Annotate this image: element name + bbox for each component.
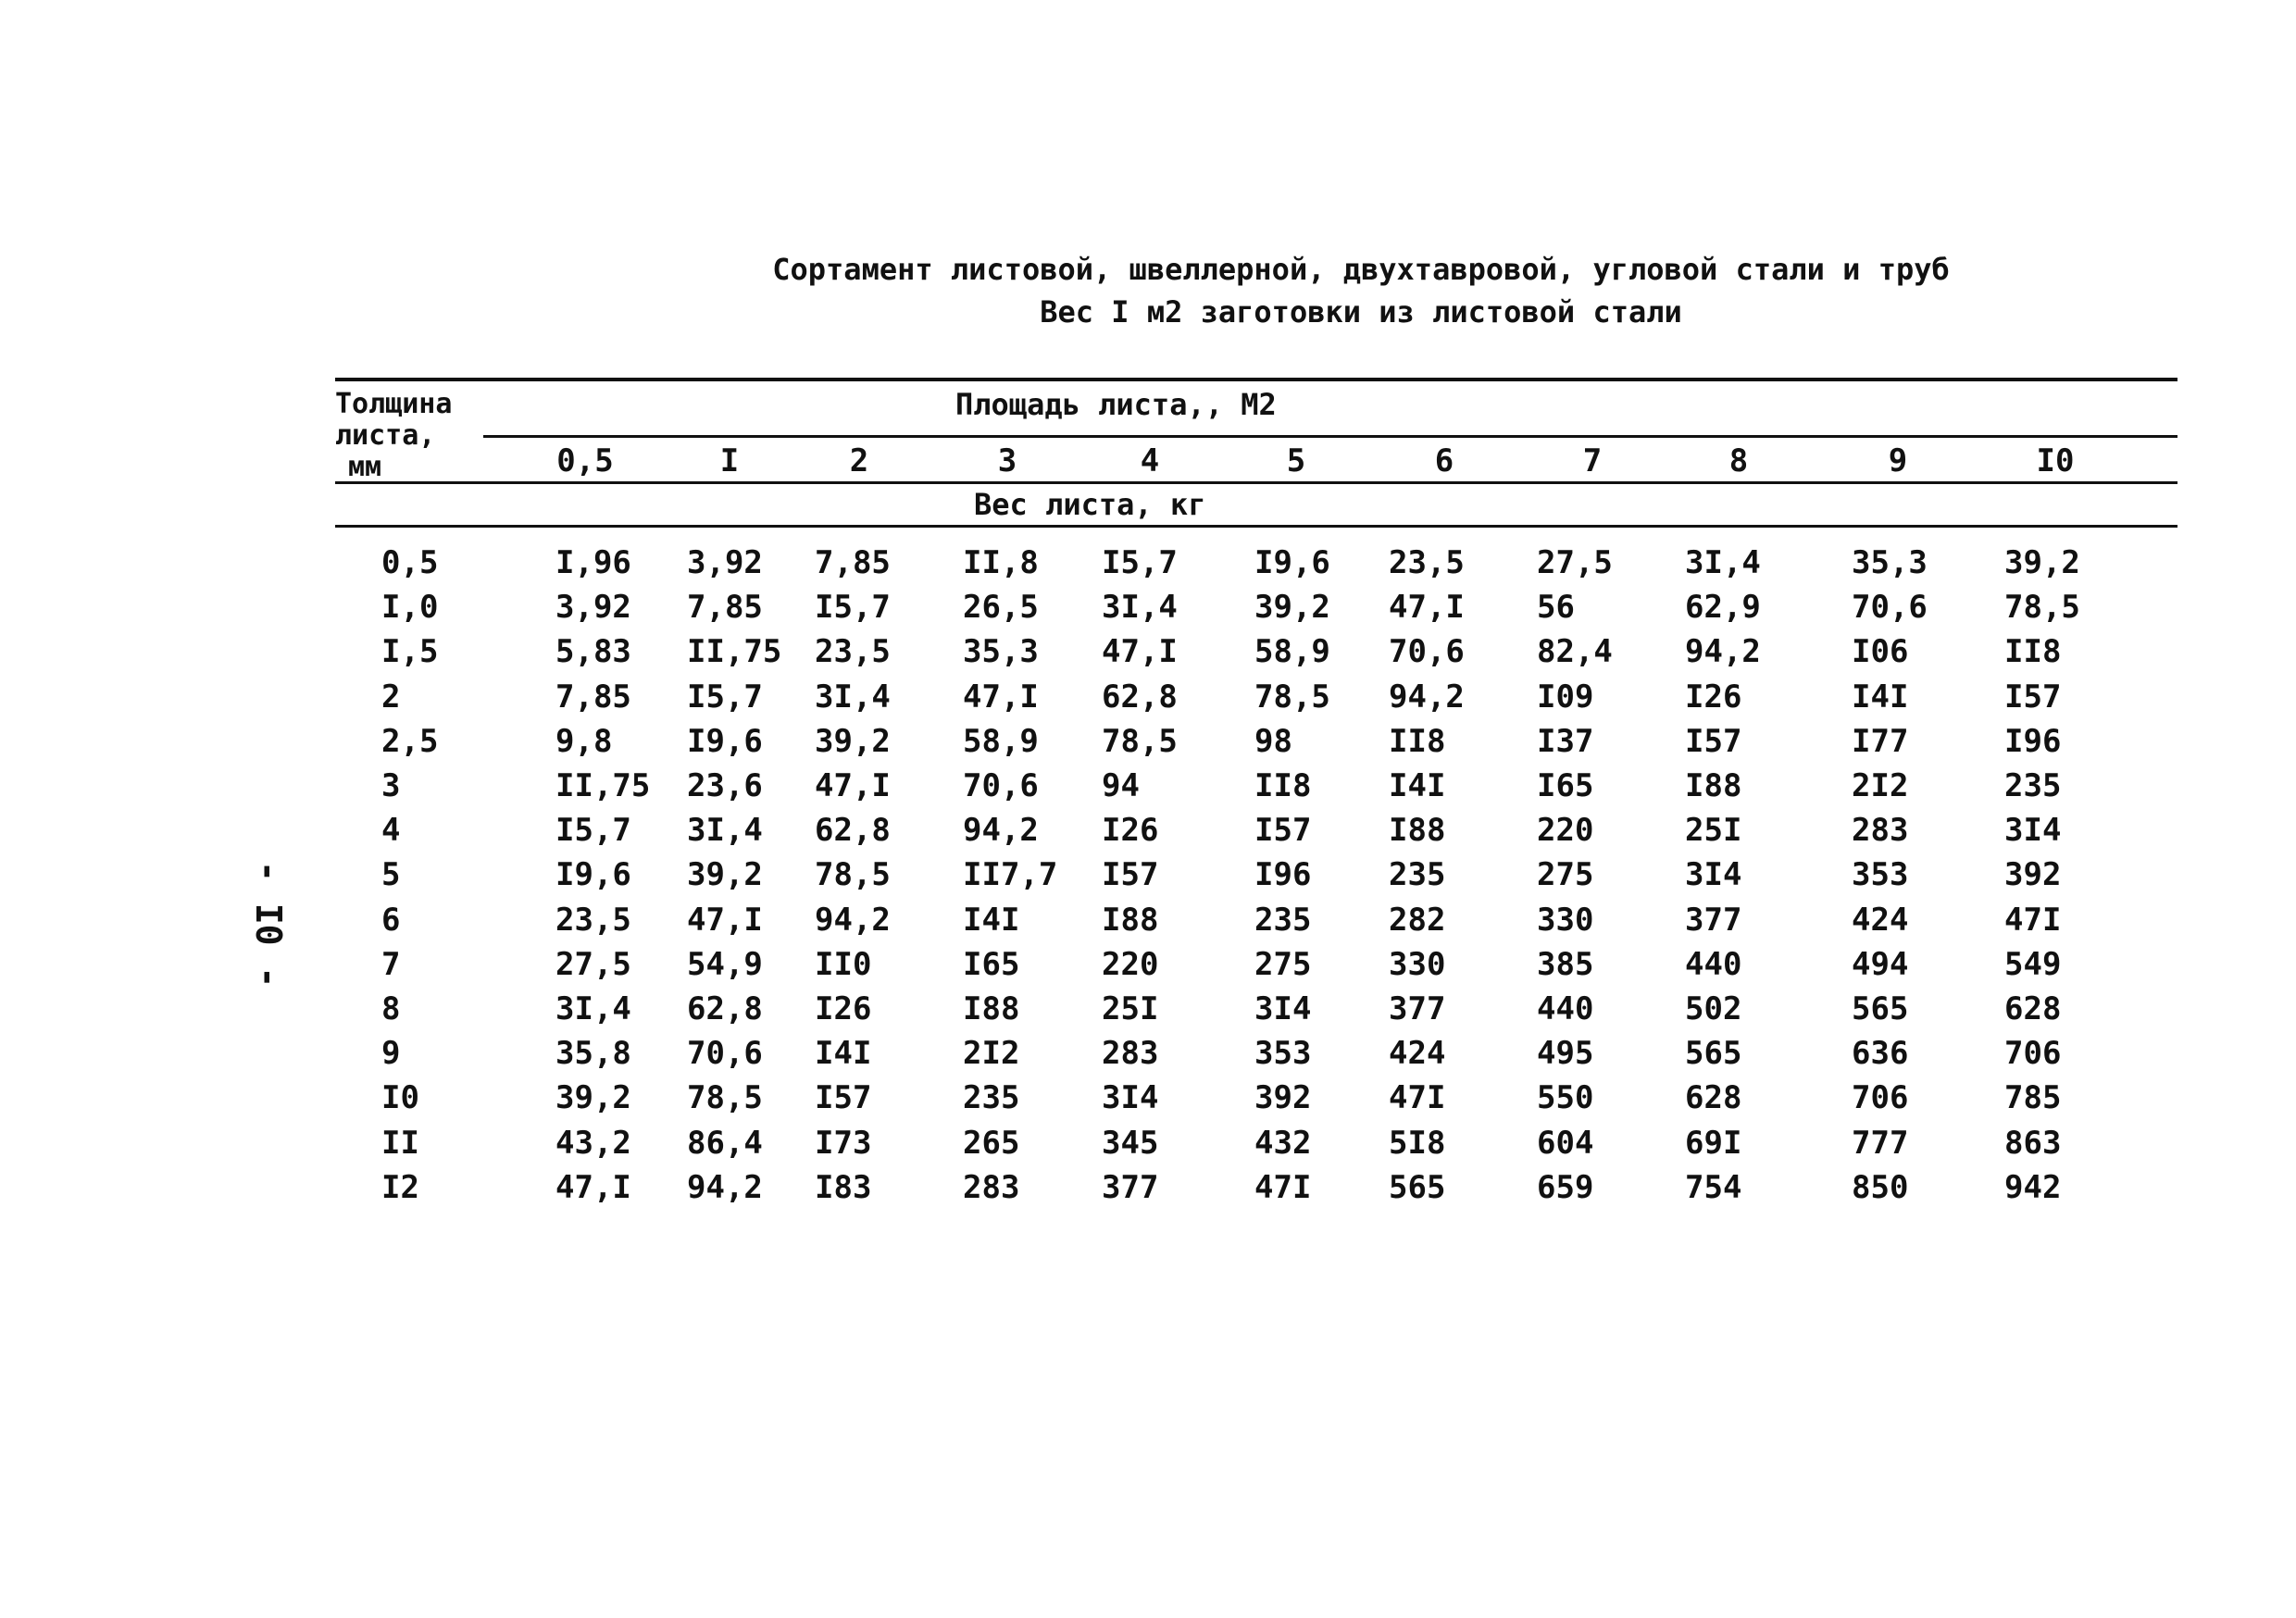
weight-cell: I88 bbox=[1102, 902, 1159, 939]
weight-cell: I88 bbox=[1389, 812, 1446, 849]
weight-cell: 377 bbox=[1102, 1169, 1159, 1206]
weight-cell: 25I bbox=[1685, 812, 1742, 849]
weight-cell: 78,5 bbox=[1254, 678, 1330, 716]
weight-cell: I06 bbox=[1852, 633, 1909, 670]
weight-cell: I88 bbox=[963, 990, 1020, 1027]
column-header: 9 bbox=[1888, 442, 1908, 479]
weight-cell: I57 bbox=[815, 1079, 872, 1116]
weight-cell: 7,85 bbox=[687, 589, 763, 626]
weight-cell: 628 bbox=[1685, 1079, 1742, 1116]
weight-cell: 220 bbox=[1102, 946, 1159, 983]
weight-cell: 47,I bbox=[963, 678, 1039, 716]
weight-cell: 275 bbox=[1254, 946, 1312, 983]
weight-cell: 39,2 bbox=[815, 723, 891, 760]
weight-cell: 98 bbox=[1254, 723, 1292, 760]
weight-cell: I4I bbox=[1389, 767, 1446, 804]
thickness-header-line: мм bbox=[348, 451, 382, 483]
weight-cell: 35,3 bbox=[963, 633, 1039, 670]
weight-cell: 3,92 bbox=[555, 589, 631, 626]
weight-cell: 39,2 bbox=[1254, 589, 1330, 626]
weight-cell: 23,6 bbox=[687, 767, 763, 804]
weight-cell: 3I,4 bbox=[1685, 544, 1761, 581]
weight-cell: 392 bbox=[2004, 856, 2062, 893]
weight-cell: 424 bbox=[1852, 902, 1909, 939]
thickness-cell: 2,5 bbox=[381, 723, 439, 760]
thickness-cell: I,0 bbox=[381, 589, 439, 626]
weight-cell: II0 bbox=[815, 946, 872, 983]
weight-cell: 235 bbox=[2004, 767, 2062, 804]
weight-cell: 62,8 bbox=[687, 990, 763, 1027]
weight-cell: 62,8 bbox=[815, 812, 891, 849]
weight-cell: 56 bbox=[1537, 589, 1575, 626]
column-header: 6 bbox=[1434, 442, 1454, 479]
weight-cell: 9,8 bbox=[555, 723, 613, 760]
weight-cell: I9,6 bbox=[687, 723, 763, 760]
weight-cell: 3I,4 bbox=[1102, 589, 1178, 626]
weight-cell: 23,5 bbox=[555, 902, 631, 939]
column-header-rule bbox=[483, 435, 2177, 438]
weight-cell: 94,2 bbox=[1685, 633, 1761, 670]
weight-cell: I57 bbox=[1254, 812, 1312, 849]
weight-cell: I5,7 bbox=[555, 812, 631, 849]
weight-cell: 62,8 bbox=[1102, 678, 1178, 716]
weight-cell: 440 bbox=[1537, 990, 1594, 1027]
thickness-cell: 0,5 bbox=[381, 544, 439, 581]
weight-cell: 377 bbox=[1685, 902, 1742, 939]
weight-cell: 283 bbox=[1852, 812, 1909, 849]
weight-cell: 94,2 bbox=[963, 812, 1039, 849]
weight-cell: I57 bbox=[1102, 856, 1159, 893]
weight-cell: 235 bbox=[963, 1079, 1020, 1116]
weight-cell: 275 bbox=[1537, 856, 1594, 893]
weight-cell: 495 bbox=[1537, 1035, 1594, 1072]
table-top-rule bbox=[335, 378, 2177, 381]
weight-cell: 345 bbox=[1102, 1125, 1159, 1162]
weight-cell: 3,92 bbox=[687, 544, 763, 581]
weight-cell: II,75 bbox=[687, 633, 782, 670]
weight-cell: 659 bbox=[1537, 1169, 1594, 1206]
weight-cell: 353 bbox=[1852, 856, 1909, 893]
weight-cell: 7,85 bbox=[555, 678, 631, 716]
thickness-cell: 4 bbox=[381, 812, 401, 849]
weight-cell: 235 bbox=[1254, 902, 1312, 939]
weight-cell: I96 bbox=[1254, 856, 1312, 893]
column-header: 3 bbox=[997, 442, 1017, 479]
weight-cell: 47I bbox=[1389, 1079, 1446, 1116]
thickness-header-line: Толщина bbox=[335, 388, 453, 420]
weight-cell: I09 bbox=[1537, 678, 1594, 716]
weight-cell: I5,7 bbox=[687, 678, 763, 716]
weight-cell: 35,3 bbox=[1852, 544, 1928, 581]
weight-cell: 3I4 bbox=[1685, 856, 1742, 893]
weight-cell: 27,5 bbox=[555, 946, 631, 983]
thickness-cell: 3 bbox=[381, 767, 401, 804]
weight-cell: 353 bbox=[1254, 1035, 1312, 1072]
weight-cell: 62,9 bbox=[1685, 589, 1761, 626]
weight-header: Вес листа, кг bbox=[974, 487, 1206, 522]
weight-cell: I26 bbox=[1102, 812, 1159, 849]
weight-cell: 3I,4 bbox=[555, 990, 631, 1027]
weight-cell: 3I4 bbox=[2004, 812, 2062, 849]
weight-cell: I65 bbox=[1537, 767, 1594, 804]
weight-cell: I77 bbox=[1852, 723, 1909, 760]
weight-cell: 706 bbox=[1852, 1079, 1909, 1116]
weight-cell: 549 bbox=[2004, 946, 2062, 983]
weight-cell: 3I4 bbox=[1102, 1079, 1159, 1116]
weight-cell: 706 bbox=[2004, 1035, 2062, 1072]
weight-cell: 220 bbox=[1537, 812, 1594, 849]
weight-cell: 86,4 bbox=[687, 1125, 763, 1162]
weight-cell: 235 bbox=[1389, 856, 1446, 893]
weight-cell: 23,5 bbox=[815, 633, 891, 670]
weight-cell: I4I bbox=[815, 1035, 872, 1072]
weight-cell: 39,2 bbox=[555, 1079, 631, 1116]
weight-cell: I5,7 bbox=[1102, 544, 1178, 581]
weight-cell: 43,2 bbox=[555, 1125, 631, 1162]
weight-cell: 35,8 bbox=[555, 1035, 631, 1072]
weight-cell: II,75 bbox=[555, 767, 651, 804]
weight-cell: 432 bbox=[1254, 1125, 1312, 1162]
table-subtitle: Вес I м2 заготовки из листовой стали bbox=[1040, 294, 1682, 330]
weight-cell: 7,85 bbox=[815, 544, 891, 581]
weight-cell: 70,6 bbox=[1389, 633, 1465, 670]
column-header: 0,5 bbox=[556, 442, 614, 479]
weight-cell: 27,5 bbox=[1537, 544, 1613, 581]
weight-cell: 58,9 bbox=[963, 723, 1039, 760]
weight-cell: 58,9 bbox=[1254, 633, 1330, 670]
column-header: I bbox=[719, 442, 740, 479]
weight-cell: 78,5 bbox=[815, 856, 891, 893]
thickness-cell: 7 bbox=[381, 946, 401, 983]
weight-cell: I26 bbox=[815, 990, 872, 1027]
thickness-cell: 2 bbox=[381, 678, 401, 716]
weight-cell: 636 bbox=[1852, 1035, 1909, 1072]
weight-cell: 377 bbox=[1389, 990, 1446, 1027]
weight-cell: I96 bbox=[2004, 723, 2062, 760]
weight-cell: I83 bbox=[815, 1169, 872, 1206]
column-header: I0 bbox=[2036, 442, 2075, 479]
weight-cell: 39,2 bbox=[687, 856, 763, 893]
weight-cell: I,96 bbox=[555, 544, 631, 581]
weight-cell: 265 bbox=[963, 1125, 1020, 1162]
weight-cell: 2I2 bbox=[1852, 767, 1909, 804]
weight-cell: 47,I bbox=[1389, 589, 1465, 626]
weight-cell: 424 bbox=[1389, 1035, 1446, 1072]
weight-cell: 628 bbox=[2004, 990, 2062, 1027]
weight-cell: I4I bbox=[963, 902, 1020, 939]
weight-cell: 47I bbox=[1254, 1169, 1312, 1206]
column-header: 4 bbox=[1140, 442, 1160, 479]
weight-cell: I37 bbox=[1537, 723, 1594, 760]
weight-cell: 70,6 bbox=[1852, 589, 1928, 626]
weight-cell: 3I,4 bbox=[687, 812, 763, 849]
weight-header-rule bbox=[335, 525, 2177, 528]
weight-cell: 47,I bbox=[687, 902, 763, 939]
weight-cell: 5,83 bbox=[555, 633, 631, 670]
weight-cell: 47,I bbox=[1102, 633, 1178, 670]
weight-cell: 94,2 bbox=[1389, 678, 1465, 716]
weight-cell: 70,6 bbox=[963, 767, 1039, 804]
header-bottom-rule bbox=[335, 481, 2177, 484]
weight-cell: 78,5 bbox=[687, 1079, 763, 1116]
weight-cell: I88 bbox=[1685, 767, 1742, 804]
weight-cell: 850 bbox=[1852, 1169, 1909, 1206]
weight-cell: 604 bbox=[1537, 1125, 1594, 1162]
weight-cell: 440 bbox=[1685, 946, 1742, 983]
weight-cell: 70,6 bbox=[687, 1035, 763, 1072]
weight-cell: 565 bbox=[1852, 990, 1909, 1027]
thickness-cell: 8 bbox=[381, 990, 401, 1027]
thickness-cell: I0 bbox=[381, 1079, 419, 1116]
thickness-cell: 9 bbox=[381, 1035, 401, 1072]
weight-cell: 25I bbox=[1102, 990, 1159, 1027]
weight-cell: 47,I bbox=[815, 767, 891, 804]
weight-cell: II,8 bbox=[963, 544, 1039, 581]
weight-cell: 785 bbox=[2004, 1079, 2062, 1116]
weight-cell: II8 bbox=[1254, 767, 1312, 804]
weight-cell: II7,7 bbox=[963, 856, 1058, 893]
weight-cell: 78,5 bbox=[1102, 723, 1178, 760]
weight-cell: 392 bbox=[1254, 1079, 1312, 1116]
weight-cell: 777 bbox=[1852, 1125, 1909, 1162]
weight-cell: 283 bbox=[1102, 1035, 1159, 1072]
weight-cell: 78,5 bbox=[2004, 589, 2080, 626]
page-number: - I0 - bbox=[248, 861, 289, 989]
weight-cell: I65 bbox=[963, 946, 1020, 983]
weight-cell: 565 bbox=[1389, 1169, 1446, 1206]
weight-cell: 502 bbox=[1685, 990, 1742, 1027]
column-header: 8 bbox=[1728, 442, 1749, 479]
weight-cell: 47,I bbox=[555, 1169, 631, 1206]
thickness-cell: II bbox=[381, 1125, 419, 1162]
weight-cell: 47I bbox=[2004, 902, 2062, 939]
weight-cell: 550 bbox=[1537, 1079, 1594, 1116]
weight-cell: I57 bbox=[2004, 678, 2062, 716]
weight-cell: II8 bbox=[1389, 723, 1446, 760]
area-header: Площадь листа,, М2 bbox=[955, 387, 1277, 422]
weight-cell: 82,4 bbox=[1537, 633, 1613, 670]
thickness-cell: 6 bbox=[381, 902, 401, 939]
weight-cell: 26,5 bbox=[963, 589, 1039, 626]
weight-cell: I26 bbox=[1685, 678, 1742, 716]
weight-cell: 94 bbox=[1102, 767, 1140, 804]
weight-cell: 942 bbox=[2004, 1169, 2062, 1206]
column-header: 5 bbox=[1286, 442, 1306, 479]
document-title: Сортамент листовой, швеллерной, двухтавровой, угловой стали и труб bbox=[772, 252, 1950, 287]
weight-cell: 94,2 bbox=[815, 902, 891, 939]
weight-cell: 3I4 bbox=[1254, 990, 1312, 1027]
weight-cell: 94,2 bbox=[687, 1169, 763, 1206]
thickness-cell: 5 bbox=[381, 856, 401, 893]
thickness-cell: I,5 bbox=[381, 633, 439, 670]
thickness-header bbox=[335, 389, 452, 483]
weight-cell: II8 bbox=[2004, 633, 2062, 670]
weight-cell: 330 bbox=[1537, 902, 1594, 939]
weight-cell: I9,6 bbox=[555, 856, 631, 893]
weight-cell: 863 bbox=[2004, 1125, 2062, 1162]
weight-cell: 69I bbox=[1685, 1125, 1742, 1162]
weight-cell: 565 bbox=[1685, 1035, 1742, 1072]
weight-cell: 39,2 bbox=[2004, 544, 2080, 581]
weight-cell: 54,9 bbox=[687, 946, 763, 983]
weight-cell: 23,5 bbox=[1389, 544, 1465, 581]
weight-cell: 2I2 bbox=[963, 1035, 1020, 1072]
weight-cell: I9,6 bbox=[1254, 544, 1330, 581]
weight-cell: 330 bbox=[1389, 946, 1446, 983]
weight-cell: 283 bbox=[963, 1169, 1020, 1206]
weight-cell: 754 bbox=[1685, 1169, 1742, 1206]
weight-cell: I73 bbox=[815, 1125, 872, 1162]
thickness-cell: I2 bbox=[381, 1169, 419, 1206]
weight-cell: I4I bbox=[1852, 678, 1909, 716]
weight-cell: 282 bbox=[1389, 902, 1446, 939]
weight-cell: 3I,4 bbox=[815, 678, 891, 716]
weight-cell: I5,7 bbox=[815, 589, 891, 626]
weight-cell: 494 bbox=[1852, 946, 1909, 983]
weight-cell: 5I8 bbox=[1389, 1125, 1446, 1162]
thickness-header-line: листа, bbox=[335, 419, 436, 452]
column-header: 2 bbox=[849, 442, 869, 479]
weight-cell: I57 bbox=[1685, 723, 1742, 760]
weight-cell: 385 bbox=[1537, 946, 1594, 983]
column-header: 7 bbox=[1582, 442, 1603, 479]
